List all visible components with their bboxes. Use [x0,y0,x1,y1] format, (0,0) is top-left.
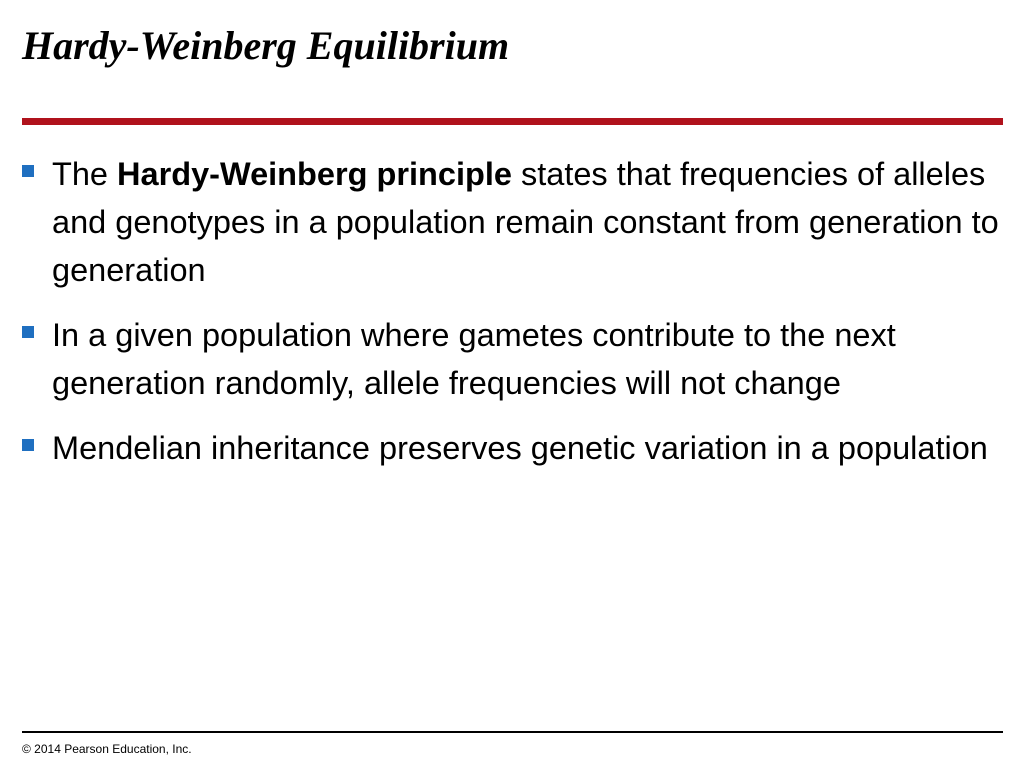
bullet-list [0,150,1000,489]
title-divider [22,118,1003,125]
bullet-text-3: Mendelian inheritance preserves genetic variation in a population [52,430,988,466]
bullet-item-2 [0,311,1000,407]
copyright-footer: © 2014 Pearson Education, Inc. [22,742,192,756]
hardy-weinberg-principle-term: Hardy-Weinberg principle [117,156,512,192]
bullet-item-1 [0,150,1000,294]
square-bullet-icon [22,165,34,177]
footer-divider [22,731,1003,733]
square-bullet-icon [22,326,34,338]
bullet-1-prefix: The [52,156,118,192]
slide-title: Hardy-Weinberg Equilibrium [22,23,510,68]
bullet-text-2: In a given population where gametes contribute to the next generation randomly, allele frequencies will not change [52,317,896,401]
bullet-1-suffix: states that frequencies of alleles and genotypes in a population remain constant from generation to generation [52,156,999,288]
square-bullet-icon [22,439,34,451]
bullet-text-1 [52,156,999,288]
bullet-item-3 [0,424,1000,472]
